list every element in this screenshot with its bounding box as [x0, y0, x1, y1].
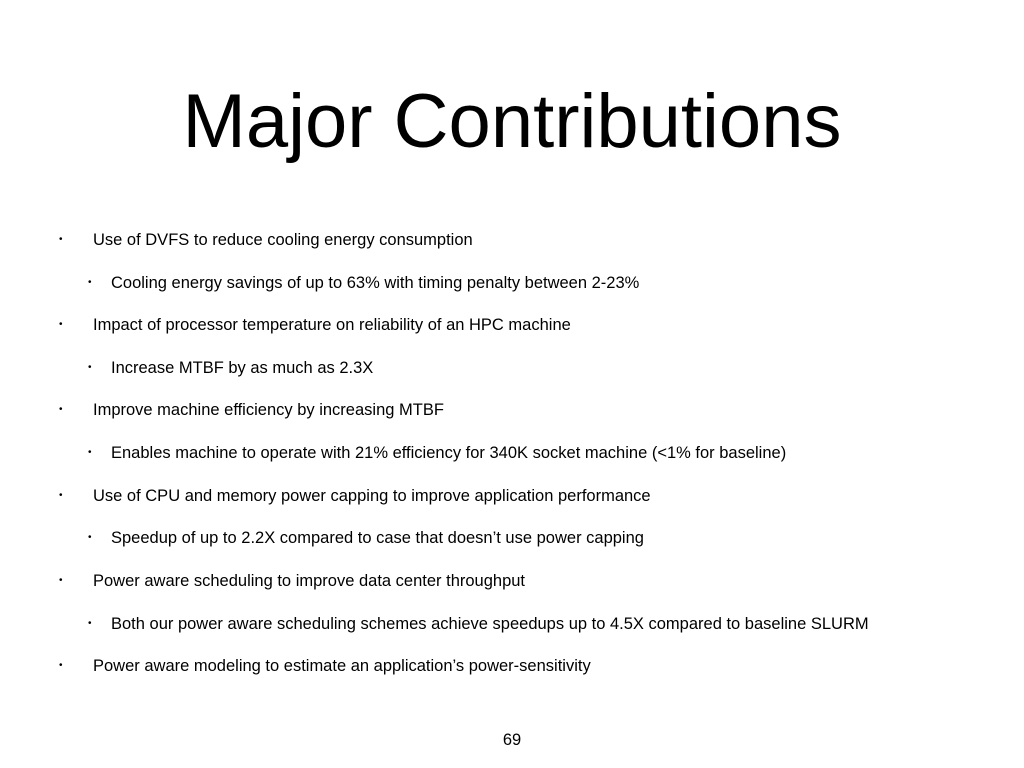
- sub-bullet-item: [88, 272, 640, 294]
- sub-bullet-item: [88, 357, 374, 379]
- page-number: 69: [502, 731, 522, 749]
- bullet-icon: •: [59, 490, 63, 501]
- bullet-text: Power aware scheduling to improve data center throughput: [93, 572, 526, 590]
- sub-bullet-text: Speedup of up to 2.2X compared to case that doesn’t use power capping: [111, 529, 644, 547]
- bullet-item: [59, 485, 651, 507]
- sub-bullet-text: Cooling energy savings of up to 63% with timing penalty between 2-23%: [111, 274, 640, 292]
- sub-bullet-item: [88, 527, 644, 549]
- bullet-text: Use of DVFS to reduce cooling energy consumption: [93, 231, 473, 249]
- bullet-text: Power aware modeling to estimate an application’s power-sensitivity: [93, 657, 591, 675]
- sub-bullet-text: Enables machine to operate with 21% efficiency for 340K socket machine (<1% for baseline): [111, 444, 787, 462]
- bullet-item: [59, 399, 444, 421]
- bullet-icon: •: [59, 319, 63, 330]
- bullet-icon: •: [59, 575, 63, 586]
- bullet-icon: •: [59, 234, 63, 245]
- bullet-item: [59, 570, 526, 592]
- bullet-icon: •: [88, 447, 92, 458]
- bullet-icon: •: [59, 404, 63, 415]
- bullet-text: Improve machine efficiency by increasing MTBF: [93, 401, 444, 419]
- bullet-item: [59, 229, 473, 251]
- bullet-item: [59, 314, 571, 336]
- sub-bullet-text: Increase MTBF by as much as 2.3X: [111, 359, 374, 377]
- sub-bullet-item: [88, 613, 869, 635]
- bullet-icon: •: [88, 618, 92, 629]
- bullet-icon: •: [88, 532, 92, 543]
- bullet-icon: •: [59, 660, 63, 671]
- bullet-icon: •: [88, 362, 92, 373]
- bullet-item: [59, 655, 591, 677]
- bullet-text: Impact of processor temperature on reliability of an HPC machine: [93, 316, 571, 334]
- slide-title: Major Contributions: [182, 79, 842, 164]
- bullet-icon: •: [88, 277, 92, 288]
- bullet-text: Use of CPU and memory power capping to improve application performance: [93, 487, 651, 505]
- sub-bullet-text: Both our power aware scheduling schemes achieve speedups up to 4.5X compared to baseline SLURM: [111, 615, 869, 633]
- sub-bullet-item: [88, 442, 787, 464]
